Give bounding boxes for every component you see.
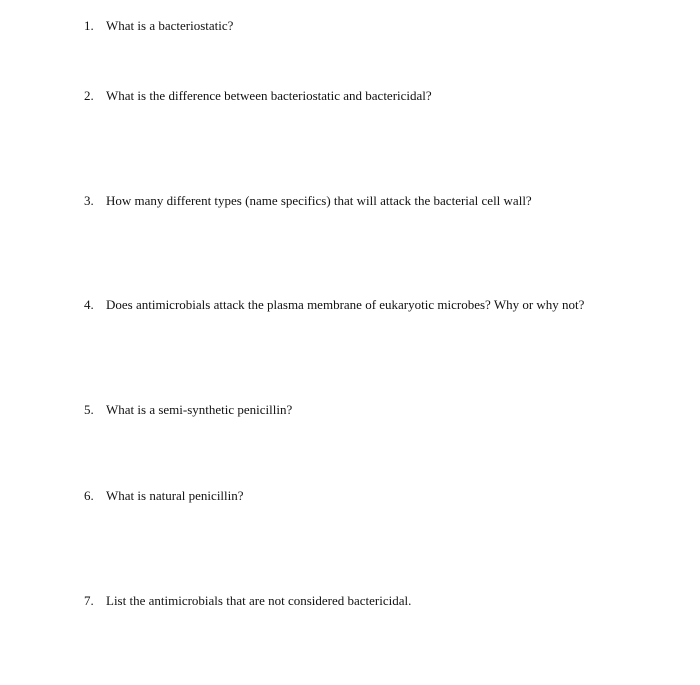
question-number: 6. <box>84 488 94 503</box>
question-number: 4. <box>84 297 94 312</box>
question-item <box>84 297 584 313</box>
question-text: Does antimicrobials attack the plasma membrane of eukaryotic microbes? Why or why not? <box>106 297 585 312</box>
question-number: 1. <box>84 18 94 33</box>
question-item <box>84 488 244 504</box>
question-number: 7. <box>84 593 94 608</box>
question-item <box>84 402 292 418</box>
question-number: 3. <box>84 193 94 208</box>
question-text: List the antimicrobials that are not considered bactericidal. <box>106 593 412 608</box>
question-item <box>84 593 411 609</box>
question-number: 5. <box>84 402 94 417</box>
question-text: What is natural penicillin? <box>106 488 244 503</box>
question-text: How many different types (name specifics) that will attack the bacterial cell wall? <box>106 193 532 208</box>
question-item <box>84 88 432 104</box>
question-text: What is the difference between bacteriostatic and bactericidal? <box>106 88 432 103</box>
question-number: 2. <box>84 88 94 103</box>
question-text: What is a semi-synthetic penicillin? <box>106 402 293 417</box>
question-item <box>84 193 532 209</box>
question-item <box>84 18 233 34</box>
question-text: What is a bacteriostatic? <box>106 18 234 33</box>
